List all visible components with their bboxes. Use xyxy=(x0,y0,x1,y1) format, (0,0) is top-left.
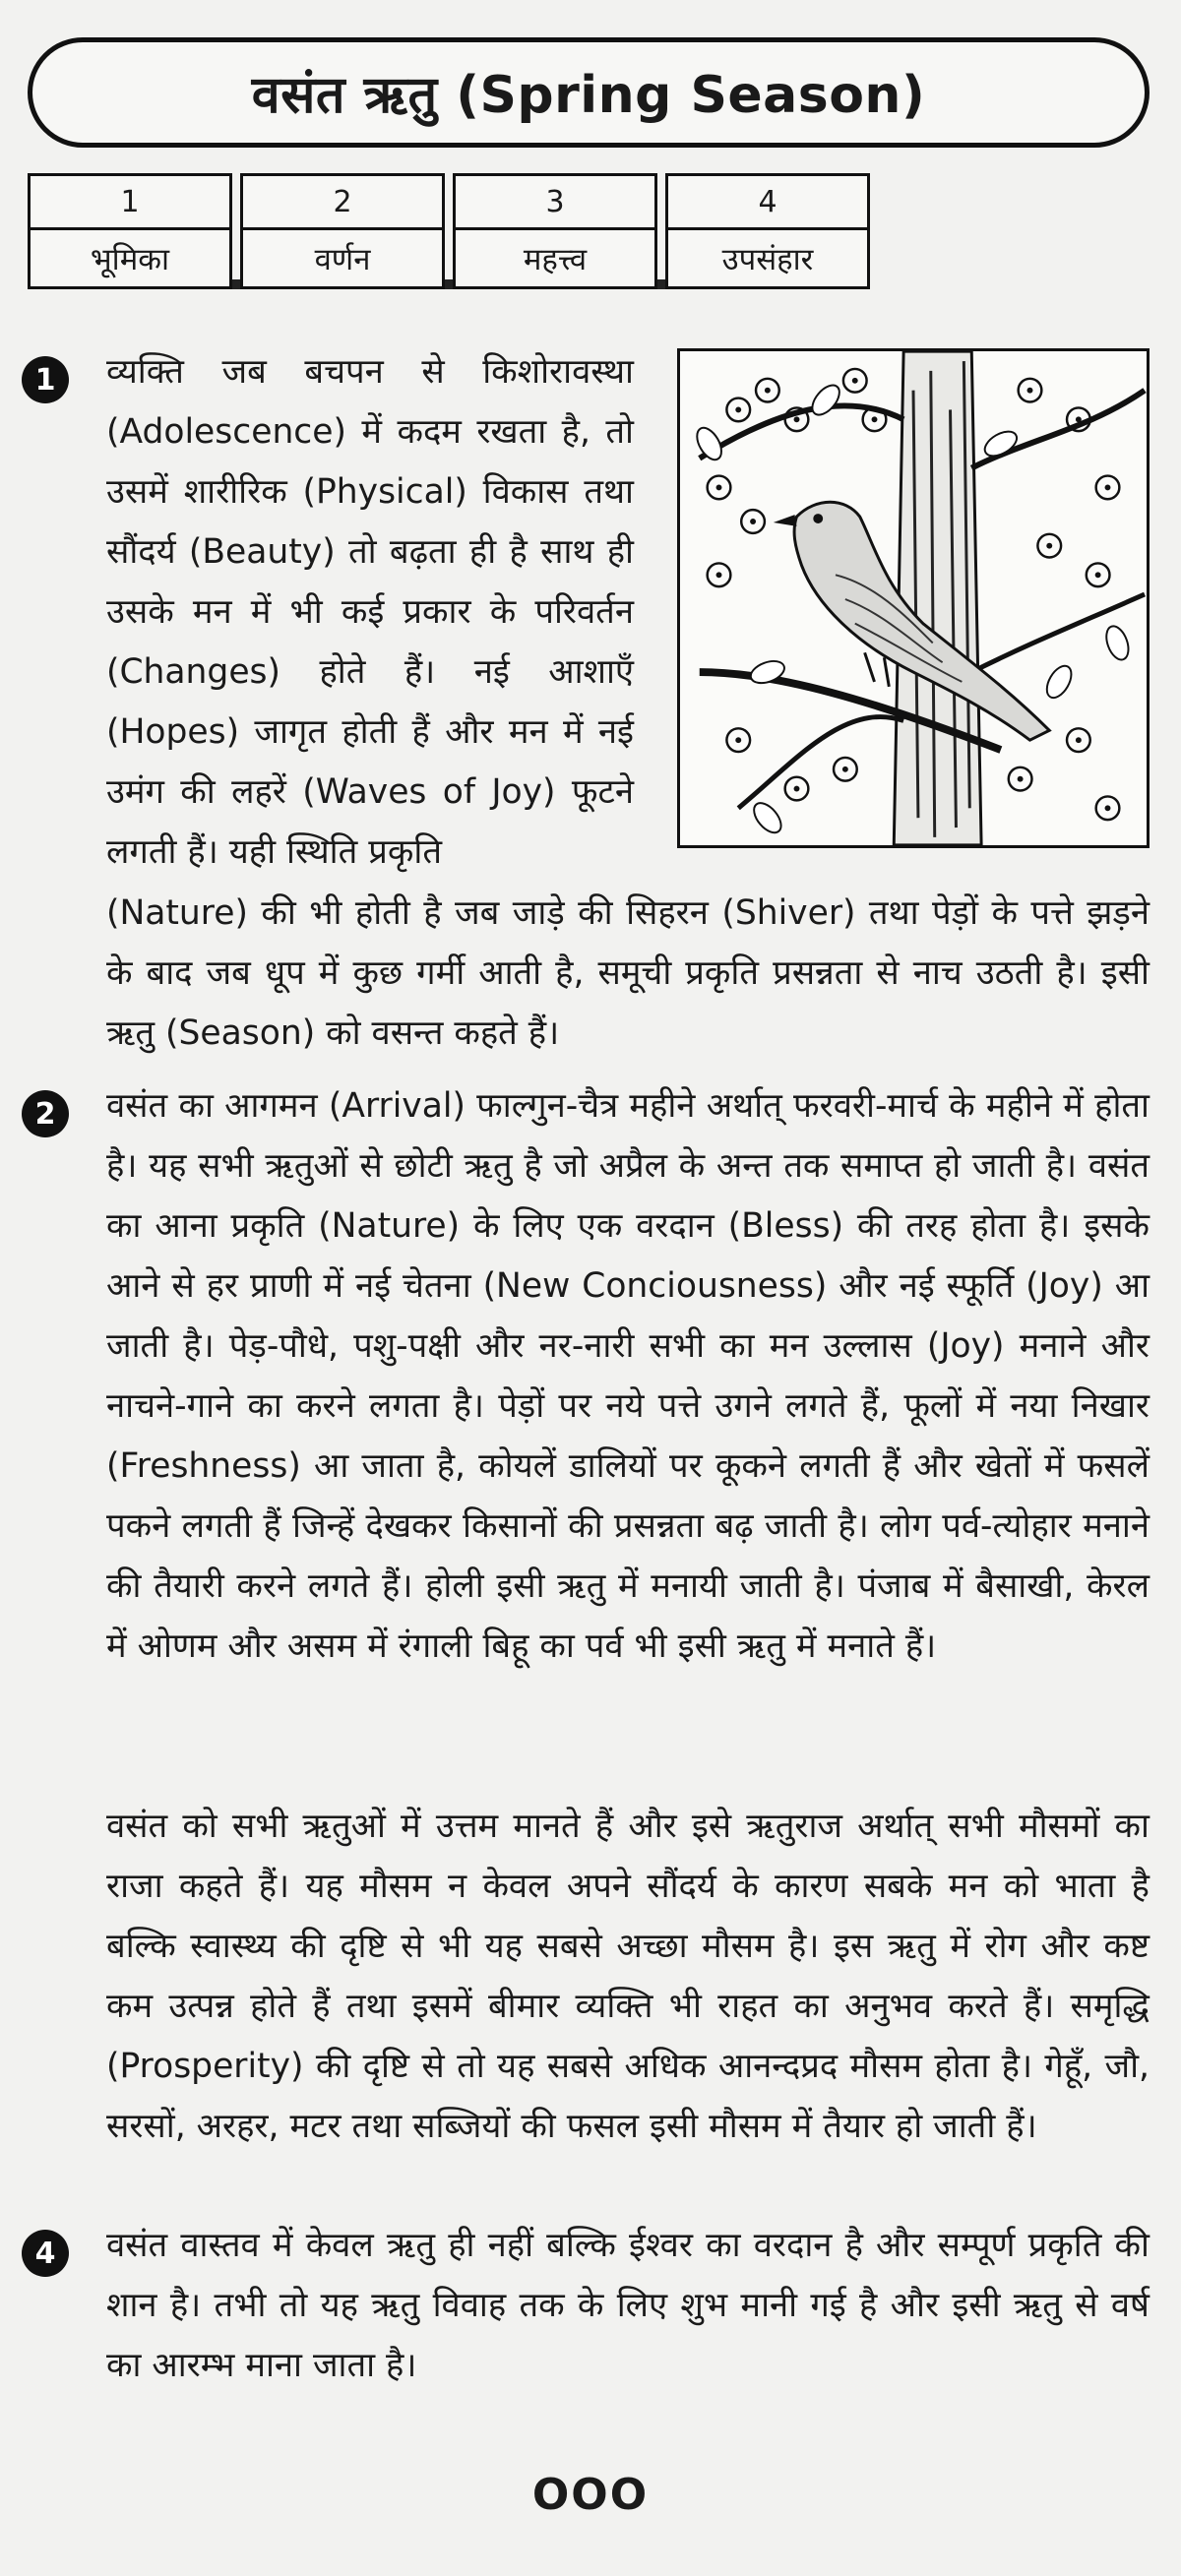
index-number: 4 xyxy=(668,176,867,230)
paragraph-1-continued: (Nature) की भी होती है जब जाड़े की सिहरन (Shiver) तथा पेड़ों के पत्ते झड़ने के बाद जब धूप में कुछ गर्मी आती है, समूची प्रकृति प्रसन्नता से नाच उठती है। इसी ऋतु (Season) को वसन्त कहते हैं। xyxy=(106,893,1150,1053)
index-cell-3 xyxy=(453,173,657,289)
index-number: 1 xyxy=(31,176,229,230)
index-label: वर्णन xyxy=(314,241,371,277)
index-label: भूमिका xyxy=(90,241,170,277)
bird-on-tree-illustration xyxy=(677,348,1150,848)
index-cell-2 xyxy=(240,173,445,289)
paragraph-1-intro: व्यक्ति जब बचपन से किशोरावस्था (Adolescence) में कदम रखता है, तो उसमें शारीरिक (Physical) विकास तथा सौंदर्य (Beauty) तो बढ़ता ही है साथ ही उसके मन में भी कई प्रकार के परिवर्तन (Changes) होते हैं। नई आशाएँ (Hopes) जागृत होती हैं और मन में नई उमंग की लहरें (Waves of Joy) फूटने लगती हैं। यही स्थिति प्रकृति xyxy=(106,352,634,872)
title-banner xyxy=(28,37,1150,148)
bird-icon xyxy=(680,351,1147,845)
index-number: 2 xyxy=(243,176,442,230)
index-label: महत्त्व xyxy=(523,241,588,277)
paragraph-2: वसंत का आगमन (Arrival) फाल्गुन-चैत्र महीने अर्थात् फरवरी-मार्च के महीने में होता है। यह सभी ऋतुओं से छोटी ऋतु है जो अप्रैल के अन्त तक समाप्त हो जाती है। वसंत का आना प्रकृति (Nature) के लिए एक वरदान (Bless) की तरह होता है। इसके आने से हर प्राणी में नई चेतना (New Conciousness) और नई स्फूर्ति (Joy) आ जाती है। पेड़-पौधे, पशु-पक्षी और नर-नारी सभी का मन उल्लास (Joy) मनाने और नाचने-गाने का करने लगता है। पेड़ों पर नये पत्ते उगने लगते हैं, फूलों में नया निखार (Freshness) आ जाता है, कोयलें डालियों पर कूकने लगती हैं और खेतों में फसलें पकने लगती हैं जिन्हें देखकर किसानों की प्रसन्नता बढ़ जाती है। लोग पर्व-त्योहार मनाने की तैयारी करने लगते हैं। होली इसी ऋतु में मनायी जाती है। पंजाब में बैसाखी, केरल में ओणम और असम में रंगाली बिहू का पर्व भी इसी ऋतु में मनाते हैं। xyxy=(106,1086,1150,1666)
end-mark: OOO xyxy=(531,2470,650,2520)
index-number: 3 xyxy=(456,176,654,230)
page-title: वसंत ऋतु (Spring Season) xyxy=(251,65,926,125)
index-cell-4 xyxy=(665,173,870,289)
paragraph-marker-4: 4 xyxy=(22,2230,69,2277)
index-label: उपसंहार xyxy=(721,241,814,277)
paragraph-marker-2: 2 xyxy=(22,1090,69,1137)
paragraph-marker-1: 1 xyxy=(22,356,69,403)
paragraph-3: वसंत को सभी ऋतुओं में उत्तम मानते हैं और इसे ऋतुराज अर्थात् सभी मौसमों का राजा कहते हैं। यह मौसम न केवल अपने सौंदर्य के कारण सबके मन को भाता है बल्कि स्वास्थ्य की दृष्टि से भी यह सबसे अच्छा मौसम है। इस ऋतु में रोग और कष्ट कम उत्पन्न होते हैं तथा इसमें बीमार व्यक्ति भी राहत का अनुभव करते हैं। समृद्धि (Prosperity) की दृष्टि से तो यह सबसे अधिक आनन्दप्रद मौसम होता है। गेहूँ, जौ, सरसों, अरहर, मटर तथा सब्जियों की फसल इसी मौसम में तैयार हो जाती हैं। xyxy=(106,1807,1150,2146)
section-index-table xyxy=(28,173,870,289)
index-cell-1 xyxy=(28,173,232,289)
paragraph-4: वसंत वास्तव में केवल ऋतु ही नहीं बल्कि ईश्वर का वरदान है और सम्पूर्ण प्रकृति की शान है। तभी तो यह ऋतु विवाह तक के लिए शुभ मानी गई है और इसी ऋतु से वर्ष का आरम्भ माना जाता है। xyxy=(106,2226,1150,2385)
